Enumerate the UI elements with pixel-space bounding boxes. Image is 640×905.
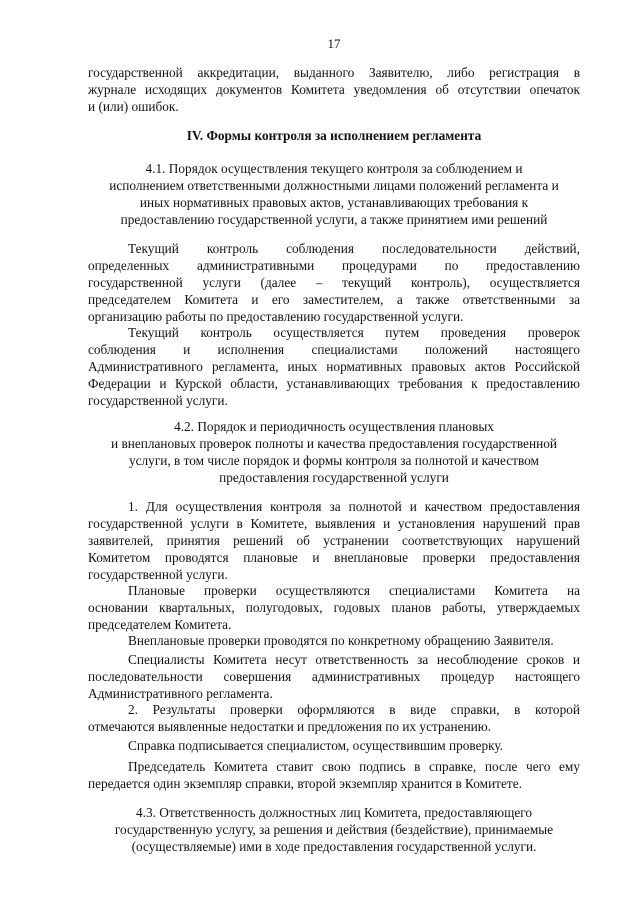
text-line: (осуществляемые) ими в ходе предоставления государственной услуги. <box>131 839 537 854</box>
paragraph-planned-checks <box>88 582 580 633</box>
text-line: 2. Результаты проверки оформляются в виде справки, в которой <box>128 702 580 717</box>
paragraph-report-signed <box>88 737 580 754</box>
subsection-4-3-title <box>88 804 580 855</box>
section-title <box>88 127 580 144</box>
text-line: государственную услугу, за решения и действия (бездействие), принимаемые <box>114 822 554 837</box>
text-line: исполнением ответственными должностными лицами положений регламента и <box>109 178 559 193</box>
text-line: заявителей, принятия решений об устранении соответствующих нарушений <box>88 533 580 548</box>
text-line: соблюдения и исполнения специалистами положений настоящего <box>88 342 580 357</box>
text-line: государственной услуги (далее – текущий контроль), осуществляется <box>88 275 580 290</box>
text-line: предоставлению государственной услуги, а также принятием ими решений <box>120 212 548 227</box>
text-line: Административного регламента. <box>88 686 273 701</box>
text-line: последовательности совершения административных процедур настоящего <box>88 669 580 684</box>
text-line: Комитетом проводятся плановые и внеплановые проверки предоставления <box>88 550 580 565</box>
subsection-4-2-title <box>88 418 580 486</box>
page-number: 17 <box>327 36 341 51</box>
text-line: Внеплановые проверки проводятся по конкретному обращению Заявителя. <box>128 633 554 648</box>
paragraph-current-control <box>88 240 580 325</box>
text-line: государственной услуги. <box>88 393 228 408</box>
text-line: определенных административными процедурами по предоставлению <box>88 258 580 273</box>
text-line: иных нормативных правовых актов, устанавливающих требования к <box>139 195 529 210</box>
text-line: председателем Комитета. <box>88 617 232 632</box>
text-line: и внеплановых проверок полноты и качества предоставления государственной <box>111 436 557 451</box>
paragraph-chairman <box>88 758 580 792</box>
paragraph-unplanned-checks <box>88 632 580 649</box>
paragraph-responsibility <box>88 651 580 702</box>
section-title-text: IV. Формы контроля за исполнением регламента <box>186 128 482 143</box>
subsection-4-1-title <box>88 160 580 228</box>
text-line: Текущий контроль соблюдения последовательности действий, <box>128 241 580 256</box>
text-line: государственной услуги. <box>88 567 228 582</box>
text-line: предоставления государственной услуги <box>219 470 449 485</box>
text-line: и (или) ошибок. <box>88 99 179 114</box>
text-line: Административного регламента, иных нормативных правовых актов Российской <box>88 359 580 374</box>
text-line: государственной аккредитации, выданного Заявителю, либо регистрация в <box>88 65 580 80</box>
paragraph-control-method <box>88 324 580 409</box>
text-line: услуги, в том числе порядок и формы контроля за полнотой и качеством <box>129 453 539 468</box>
text-line: 4.1. Порядок осуществления текущего контроля за соблюдением и <box>145 161 523 176</box>
text-line: 4.3. Ответственность должностных лиц Комитета, предоставляющего <box>135 805 533 820</box>
text-line: Председатель Комитета ставит свою подпись в справке, после чего ему <box>128 759 580 774</box>
text-line: председателем Комитета и его заместителем, а также ответственными за <box>88 292 580 307</box>
text-line: основании квартальных, полугодовых, годовых планов работы, утверждаемых <box>88 600 580 615</box>
text-line: Текущий контроль осуществляется путем проведения проверок <box>128 325 580 340</box>
text-line: Плановые проверки осуществляются специалистами Комитета на <box>128 583 580 598</box>
paragraph-item-2 <box>88 701 580 735</box>
text-line: организацию работы по предоставлению государственной услуги. <box>88 309 464 324</box>
text-line: Справка подписывается специалистом, осуществившим проверку. <box>128 738 504 753</box>
intro-paragraph <box>88 64 580 115</box>
text-line: государственной услуги в Комитете, выявления и установления нарушений прав <box>88 516 580 531</box>
text-line: журнале исходящих документов Комитета уведомления об отсутствии опечаток <box>88 82 580 97</box>
text-line: 1. Для осуществления контроля за полнотой и качеством предоставления <box>128 499 580 514</box>
text-line: отмечаются выявленные недостатки и предложения по их устранению. <box>88 719 492 734</box>
paragraph-item-1 <box>88 498 580 583</box>
text-line: Федерации и Курской области, устанавливающих требования к предоставлению <box>88 376 580 391</box>
text-line: Специалисты Комитета несут ответственность за несоблюдение сроков и <box>128 652 580 667</box>
text-line: передается один экземпляр справки, второй экземпляр хранится в Комитете. <box>88 776 522 791</box>
text-line: 4.2. Порядок и периодичность осуществления плановых <box>174 419 494 434</box>
